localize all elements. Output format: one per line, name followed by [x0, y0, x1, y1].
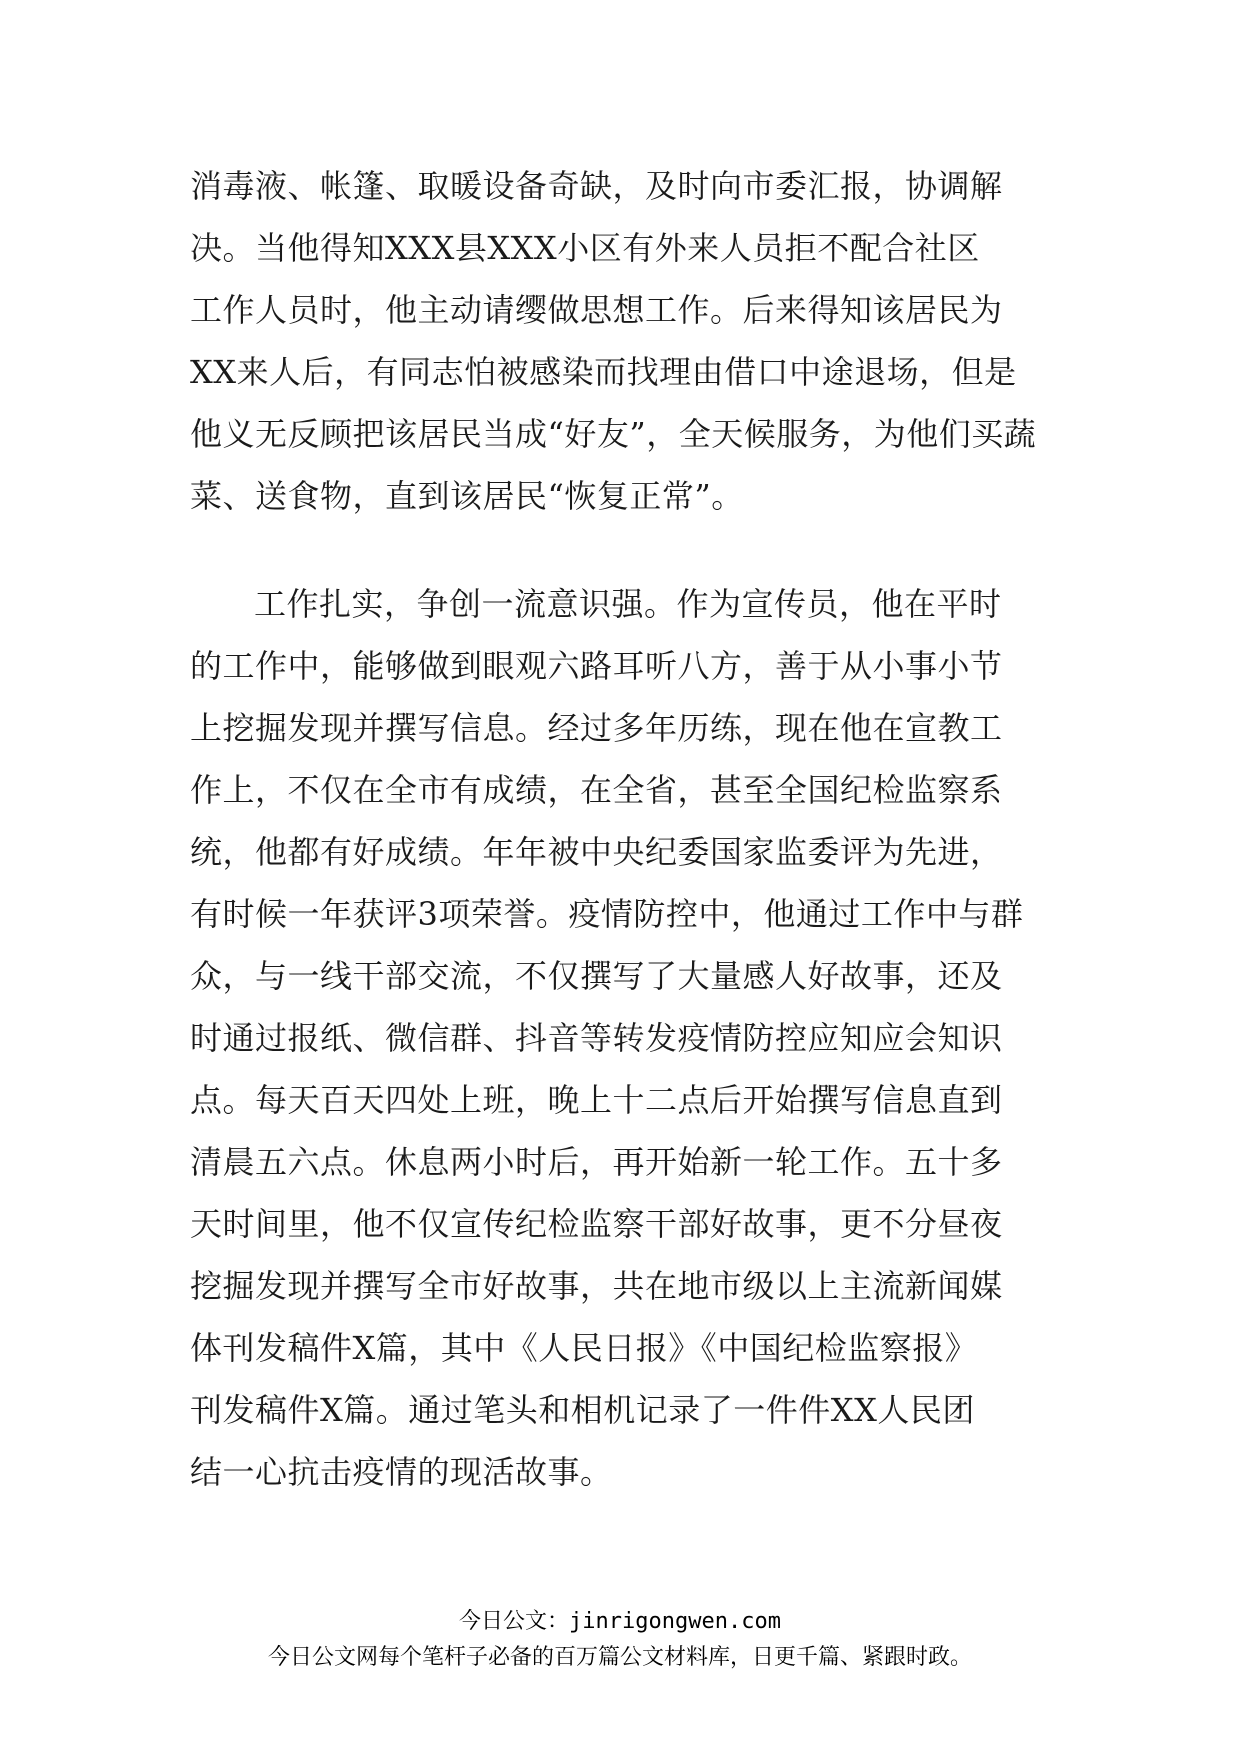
footer-label: 今日公文： [459, 1609, 570, 1634]
paragraph-line: 的工作中，能够做到眼观六路耳听八方，善于从小事小节 [190, 647, 1003, 685]
paragraph-line: 刊发稿件X篇。通过笔头和相机记录了一件件XX人民团 [190, 1391, 975, 1429]
paragraph-line: 清晨五六点。休息两小时后，再开始新一轮工作。五十多 [190, 1143, 1003, 1181]
paragraph-line: 菜、送食物，直到该居民“恢复正常”。 [190, 477, 744, 515]
footer-url-link[interactable]: jinrigongwen.com [569, 1609, 781, 1634]
paragraph-line: 结一心抗击疫情的现活故事。 [190, 1453, 613, 1491]
paragraph-line: 众，与一线干部交流，不仅撰写了大量感人好故事，还及 [190, 957, 1003, 995]
paragraph-line: 他义无反顾把该居民当成“好友”，全天候服务，为他们买蔬 [190, 415, 1037, 453]
paragraph-line: 决。当他得知XXX县XXX小区有外来人员拒不配合社区 [190, 229, 980, 267]
paragraph-line: 点。每天百天四处上班，晚上十二点后开始撰写信息直到 [190, 1081, 1003, 1119]
paragraph-line: XX来人后，有同志怕被感染而找理由借口中途退场，但是 [190, 353, 1017, 391]
paragraph-line: 时通过报纸、微信群、抖音等转发疫情防控应知应会知识 [190, 1019, 1003, 1057]
paragraph-line: 体刊发稿件X篇，其中《人民日报》《中国纪检监察报》 [190, 1329, 978, 1367]
paragraph-line: 天时间里，他不仅宣传纪检监察干部好故事，更不分昼夜 [190, 1205, 1003, 1243]
paragraph-line: 统，他都有好成绩。年年被中央纪委国家监委评为先进， [190, 833, 1003, 871]
footer-site-line [0, 1604, 1240, 1635]
paragraph-first-line: 工作扎实，争创一流意识强。作为宣传员，他在平时 [254, 585, 1002, 623]
paragraph-line: 消毒液、帐篷、取暖设备奇缺，及时向市委汇报，协调解 [190, 167, 1003, 205]
paragraph-line: 挖掘发现并撰写全市好故事，共在地市级以上主流新闻媒 [190, 1267, 1003, 1305]
paragraph-line: 上挖掘发现并撰写信息。经过多年历练，现在他在宣教工 [190, 709, 1003, 747]
footer-slogan: 今日公文网每个笔杆子必备的百万篇公文材料库，日更千篇、紧跟时政。 [267, 1645, 972, 1670]
paragraph-1 [190, 155, 1060, 527]
paragraph-line: 有时候一年获评3项荣誉。疫情防控中，他通过工作中与群 [190, 895, 1024, 933]
paragraph-line: 作上，不仅在全市有成绩，在全省，甚至全国纪检监察系 [190, 771, 1003, 809]
paragraph-2 [190, 573, 1060, 1503]
paragraph-line: 工作人员时，他主动请缨做思想工作。后来得知该居民为 [190, 291, 1003, 329]
